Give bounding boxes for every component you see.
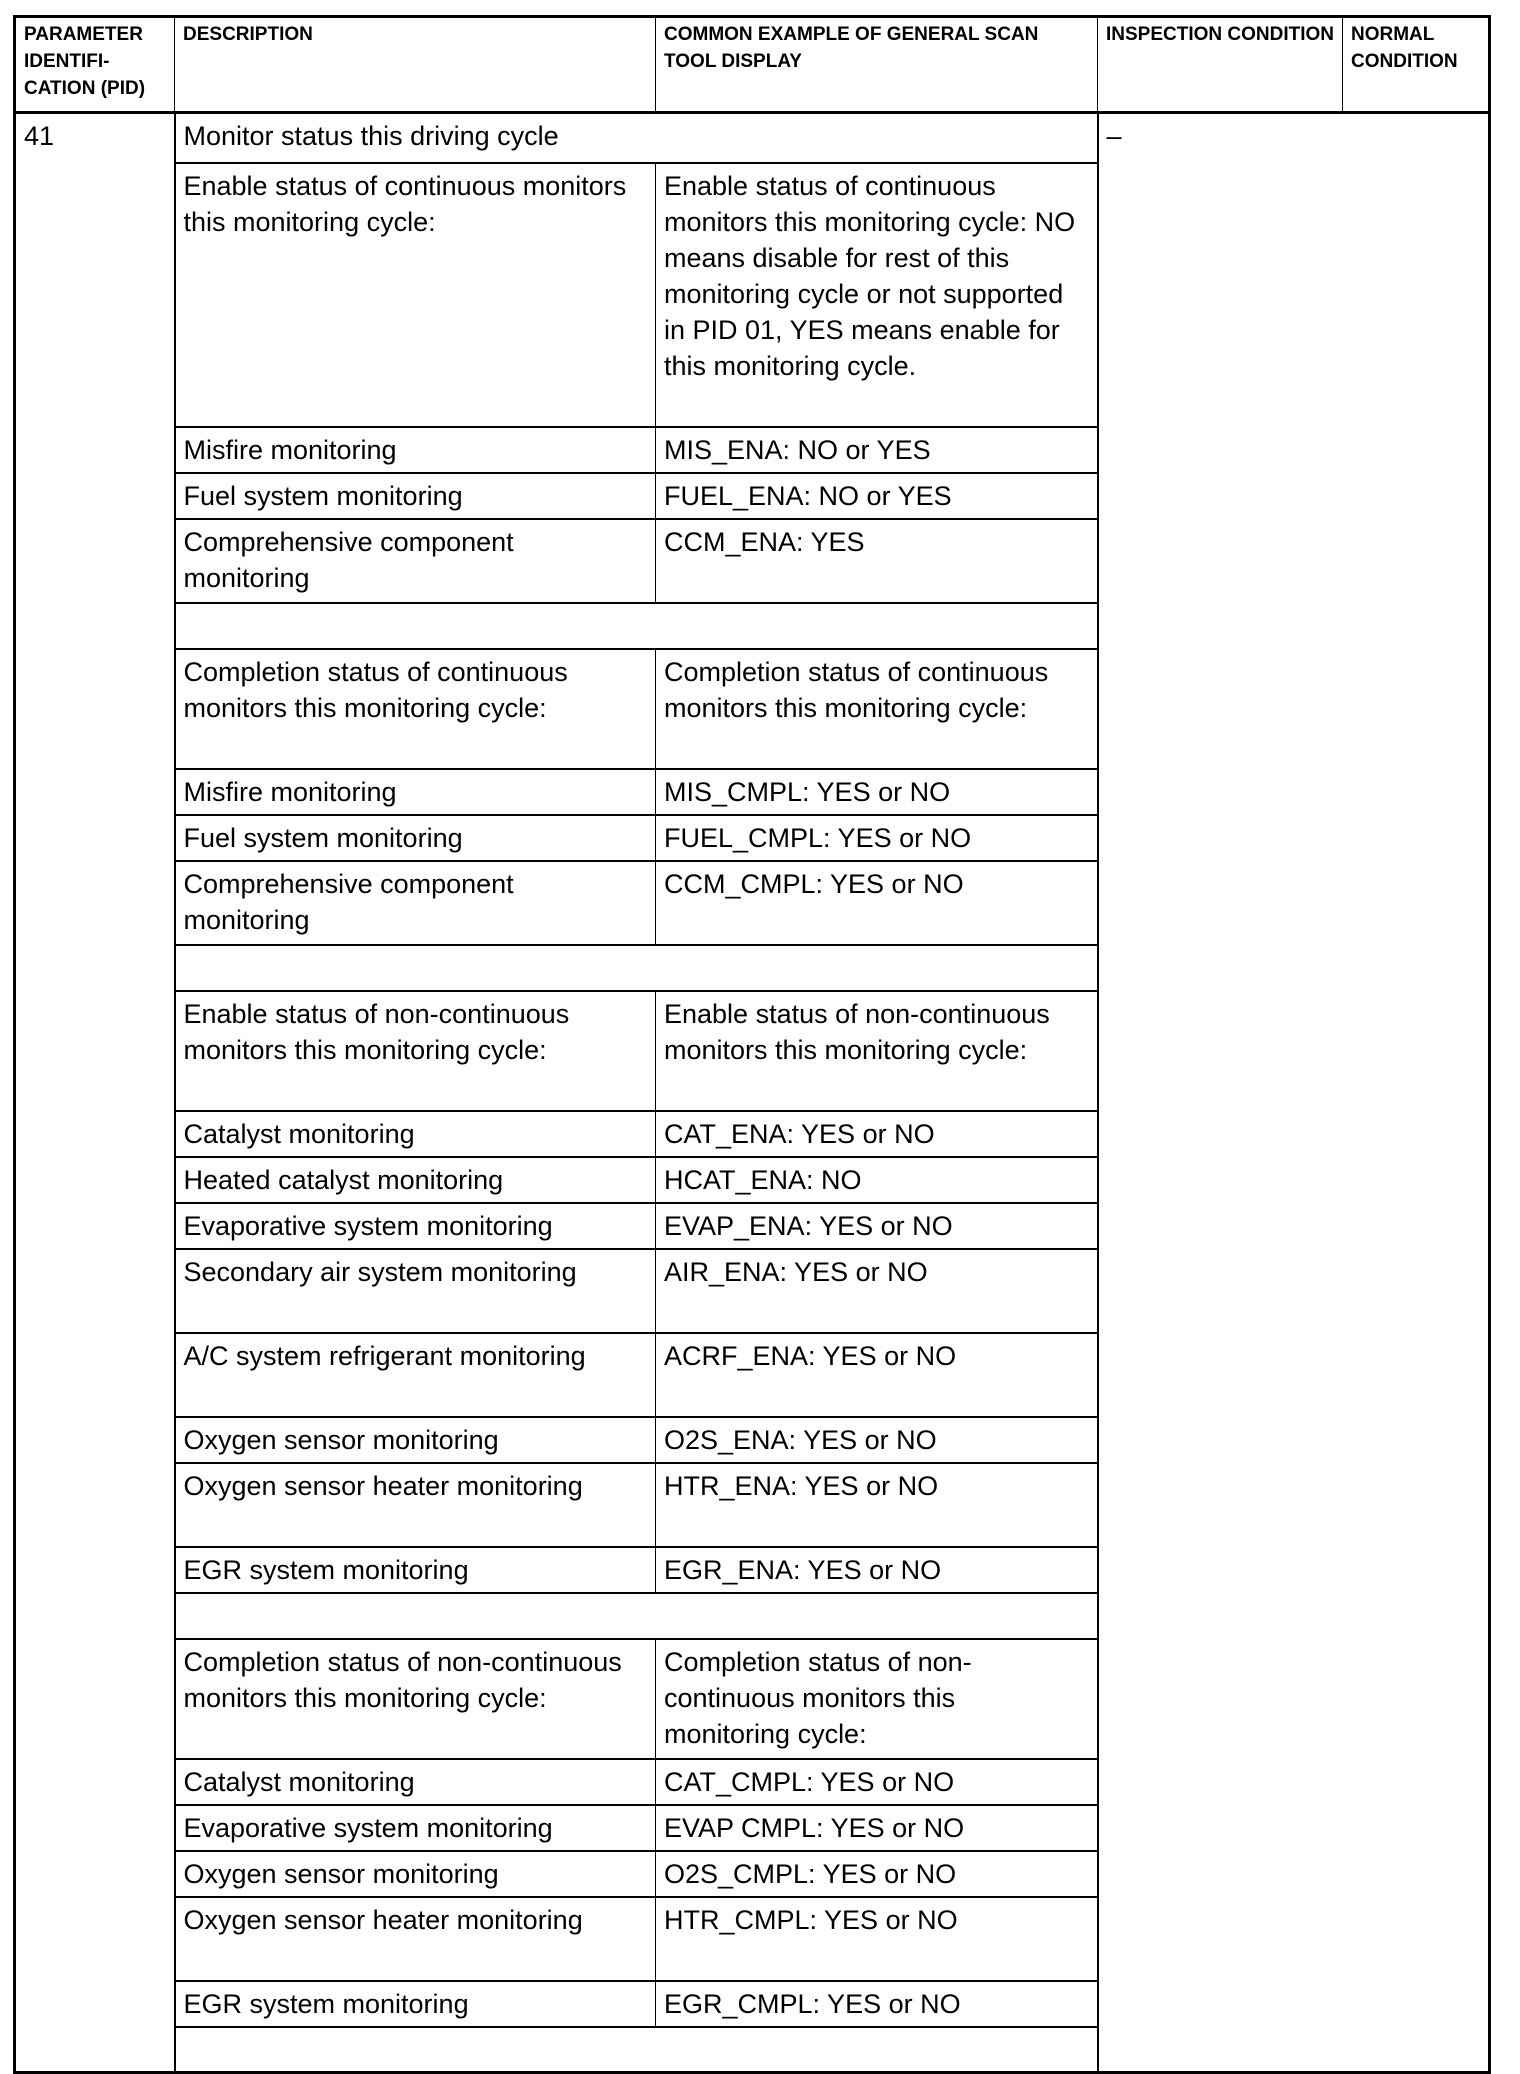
example-cell: CCM_CMPL: YES or NO — [656, 861, 1098, 945]
description-cell: Enable status of non-continuous monitors this monitoring cycle: — [175, 991, 656, 1111]
example-cell: O2S_ENA: YES or NO — [656, 1417, 1098, 1463]
title-row-text: Monitor status this driving cycle — [175, 113, 1098, 163]
description-cell: Evaporative system monitoring — [175, 1805, 656, 1851]
example-cell: EGR_CMPL: YES or NO — [656, 1981, 1098, 2027]
header-normal: NORMAL CONDITION — [1343, 17, 1490, 113]
example-cell: O2S_CMPL: YES or NO — [656, 1851, 1098, 1897]
example-cell: MIS_CMPL: YES or NO — [656, 769, 1098, 815]
description-cell: EGR system monitoring — [175, 1547, 656, 1593]
header-pid: PARAMETER IDENTIFI-CATION (PID) — [15, 17, 175, 113]
blank-cell — [175, 603, 1098, 649]
example-cell: Enable status of non-continuous monitors this monitoring cycle: — [656, 991, 1098, 1111]
example-cell: HTR_ENA: YES or NO — [656, 1463, 1098, 1547]
example-cell: HTR_CMPL: YES or NO — [656, 1897, 1098, 1981]
example-cell: CCM_ENA: YES — [656, 519, 1098, 603]
example-cell: Enable status of continuous monitors this monitoring cycle: NO means disable for rest of this monitoring cycle or not supported in PID 01, YES means enable for this monitoring cycle. — [656, 163, 1098, 427]
example-cell: CAT_CMPL: YES or NO — [656, 1759, 1098, 1805]
description-cell: Completion status of continuous monitors this monitoring cycle: — [175, 649, 656, 769]
title-row — [15, 113, 1490, 163]
description-cell: Completion status of non-continuous monitors this monitoring cycle: — [175, 1639, 656, 1759]
example-cell: EGR_ENA: YES or NO — [656, 1547, 1098, 1593]
header-example: COMMON EXAMPLE OF GENERAL SCAN TOOL DISPLAY — [656, 17, 1098, 113]
description-cell: Oxygen sensor monitoring — [175, 1417, 656, 1463]
description-cell: Catalyst monitoring — [175, 1759, 656, 1805]
description-cell: EGR system monitoring — [175, 1981, 656, 2027]
example-cell: HCAT_ENA: NO — [656, 1157, 1098, 1203]
header-row — [15, 17, 1490, 113]
blank-cell — [175, 2027, 1098, 2073]
description-cell: Oxygen sensor heater monitoring — [175, 1897, 656, 1981]
description-cell: A/C system refrigerant monitoring — [175, 1333, 656, 1417]
example-cell: FUEL_CMPL: YES or NO — [656, 815, 1098, 861]
example-cell: CAT_ENA: YES or NO — [656, 1111, 1098, 1157]
description-cell: Misfire monitoring — [175, 427, 656, 473]
example-cell: MIS_ENA: NO or YES — [656, 427, 1098, 473]
blank-cell — [175, 945, 1098, 991]
example-cell: EVAP CMPL: YES or NO — [656, 1805, 1098, 1851]
example-cell: ACRF_ENA: YES or NO — [656, 1333, 1098, 1417]
inspection-condition: – — [1098, 113, 1490, 2073]
pid-table — [13, 15, 1491, 2074]
description-cell: Catalyst monitoring — [175, 1111, 656, 1157]
description-cell: Comprehensive component monitoring — [175, 861, 656, 945]
description-cell: Comprehensive component monitoring — [175, 519, 656, 603]
pid-value: 41 — [15, 113, 175, 2073]
example-cell: AIR_ENA: YES or NO — [656, 1249, 1098, 1333]
description-cell: Misfire monitoring — [175, 769, 656, 815]
description-cell: Enable status of continuous monitors this monitoring cycle: — [175, 163, 656, 427]
blank-cell — [175, 1593, 1098, 1639]
header-description: DESCRIPTION — [175, 17, 656, 113]
example-cell: Completion status of continuous monitors this monitoring cycle: — [656, 649, 1098, 769]
description-cell: Evaporative system monitoring — [175, 1203, 656, 1249]
description-cell: Oxygen sensor monitoring — [175, 1851, 656, 1897]
description-cell: Fuel system monitoring — [175, 815, 656, 861]
description-cell: Heated catalyst monitoring — [175, 1157, 656, 1203]
description-cell: Secondary air system monitoring — [175, 1249, 656, 1333]
example-cell: Completion status of non-continuous monitors this monitoring cycle: — [656, 1639, 1098, 1759]
description-cell: Fuel system monitoring — [175, 473, 656, 519]
example-cell: FUEL_ENA: NO or YES — [656, 473, 1098, 519]
description-cell: Oxygen sensor heater monitoring — [175, 1463, 656, 1547]
header-inspection: INSPECTION CONDITION — [1098, 17, 1343, 113]
example-cell: EVAP_ENA: YES or NO — [656, 1203, 1098, 1249]
